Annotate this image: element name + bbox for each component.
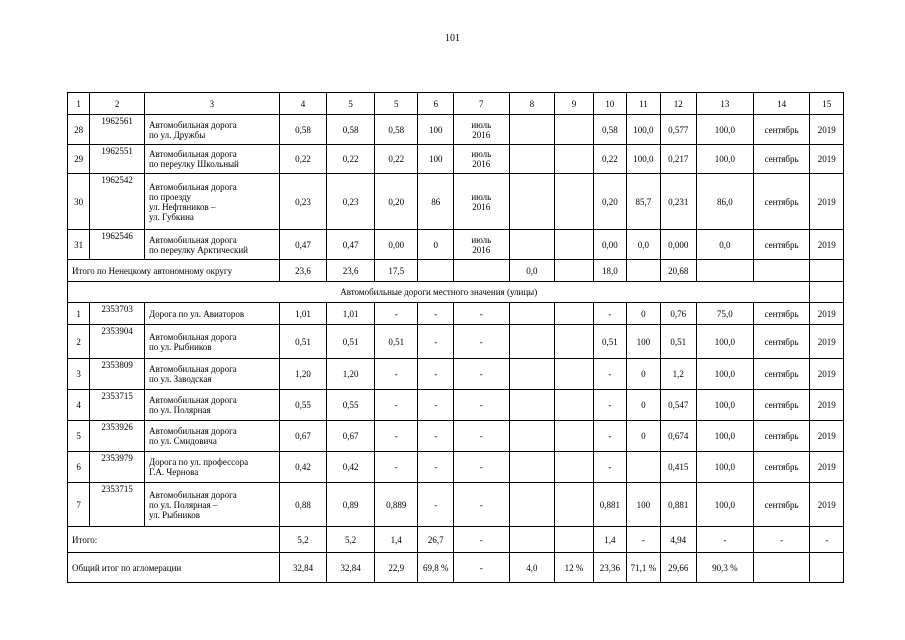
table-cell: - xyxy=(453,483,509,527)
table-cell xyxy=(555,390,593,421)
table-cell: Дорога по ул. профессора Г.А. Чернова xyxy=(144,452,279,483)
table-cell: 0,47 xyxy=(327,230,375,260)
table-cell: 0,22 xyxy=(327,145,375,174)
table-cell: 32,84 xyxy=(327,553,375,583)
table-cell: 100 xyxy=(418,115,453,145)
table-cell xyxy=(509,359,555,390)
table-cell: 20,68 xyxy=(660,260,696,282)
column-header: 14 xyxy=(753,93,810,115)
table-cell: - xyxy=(418,359,453,390)
table-cell: сентябрь xyxy=(753,325,810,359)
table-cell: 2019 xyxy=(810,145,844,174)
table-cell xyxy=(555,174,593,230)
table-cell: 1,4 xyxy=(593,527,626,553)
table-cell: 4,94 xyxy=(660,527,696,553)
table-cell: - xyxy=(418,483,453,527)
table-cell: 100 xyxy=(418,145,453,174)
table-cell: сентябрь xyxy=(753,303,810,325)
total-row xyxy=(68,527,844,553)
table-cell xyxy=(509,452,555,483)
table-cell: 0,51 xyxy=(374,325,418,359)
table-cell: 0,22 xyxy=(374,145,418,174)
table-cell: сентябрь xyxy=(753,483,810,527)
table-cell: 5,2 xyxy=(327,527,375,553)
table-cell: 0,577 xyxy=(660,115,696,145)
table-cell xyxy=(509,421,555,452)
table-cell: 0,42 xyxy=(327,452,375,483)
table-cell: 0,89 xyxy=(327,483,375,527)
table-cell: 2019 xyxy=(810,303,844,325)
table-cell: 0,881 xyxy=(660,483,696,527)
table-cell: - xyxy=(453,421,509,452)
table-cell: - xyxy=(418,325,453,359)
table-cell xyxy=(697,260,754,282)
table-cell: - xyxy=(593,303,626,325)
table-cell: 100,0 xyxy=(697,390,754,421)
table-cell: 0,88 xyxy=(279,483,327,527)
table-cell: 0 xyxy=(418,230,453,260)
table-cell xyxy=(509,303,555,325)
table-cell: 0,51 xyxy=(279,325,327,359)
table-cell: 100,0 xyxy=(697,452,754,483)
table-cell: 1,20 xyxy=(279,359,327,390)
table-cell: 3 xyxy=(68,359,90,390)
table-cell xyxy=(753,260,810,282)
table-cell: сентябрь xyxy=(753,115,810,145)
column-header: 7 xyxy=(453,93,509,115)
table-cell: - xyxy=(374,452,418,483)
table-cell: 100,0 xyxy=(697,115,754,145)
table-cell: 100,0 xyxy=(627,115,660,145)
table-cell: 0 xyxy=(627,390,660,421)
table-cell xyxy=(509,174,555,230)
table-cell: 0,47 xyxy=(279,230,327,260)
table-row xyxy=(68,359,844,390)
table-cell: 0,00 xyxy=(374,230,418,260)
table-cell: Автомобильная дорога по ул. Смидовича xyxy=(144,421,279,452)
table-cell: 86 xyxy=(418,174,453,230)
table-cell: 7 xyxy=(68,483,90,527)
table-cell: 2019 xyxy=(810,390,844,421)
table-cell: 2353979 xyxy=(90,452,145,483)
table-cell: сентябрь xyxy=(753,359,810,390)
table-cell: 100 xyxy=(627,325,660,359)
table-cell: - xyxy=(453,452,509,483)
table-cell: 0,20 xyxy=(374,174,418,230)
table-cell: 30 xyxy=(68,174,90,230)
table-cell: - xyxy=(418,303,453,325)
column-header: 15 xyxy=(810,93,844,115)
table-cell: июль 2016 xyxy=(453,115,509,145)
table-cell: - xyxy=(593,359,626,390)
table-cell xyxy=(555,527,593,553)
table-row xyxy=(68,390,844,421)
table-cell: 100,0 xyxy=(627,145,660,174)
table-row xyxy=(68,145,844,174)
table-cell: 18,0 xyxy=(593,260,626,282)
table-cell: 0,881 xyxy=(593,483,626,527)
table-row xyxy=(68,325,844,359)
table-cell xyxy=(810,260,844,282)
table-cell: 0,674 xyxy=(660,421,696,452)
table-cell: 0,889 xyxy=(374,483,418,527)
table-cell: 12 % xyxy=(555,553,593,583)
table-row xyxy=(68,421,844,452)
table-cell: 0,217 xyxy=(660,145,696,174)
table-cell: сентябрь xyxy=(753,230,810,260)
table-cell: Автомобильная дорога по ул. Рыбников xyxy=(144,325,279,359)
section-title: Автомобильные дороги местного значения (улицы) xyxy=(68,282,810,303)
table-cell: - xyxy=(810,527,844,553)
table-cell: - xyxy=(453,553,509,583)
table-cell: 0,547 xyxy=(660,390,696,421)
table-cell xyxy=(810,553,844,583)
table-cell: 2019 xyxy=(810,421,844,452)
table-cell xyxy=(753,553,810,583)
table-cell: 0,55 xyxy=(279,390,327,421)
table-cell: 2019 xyxy=(810,230,844,260)
road-table xyxy=(67,92,844,583)
table-cell: 0,51 xyxy=(593,325,626,359)
table-cell xyxy=(509,527,555,553)
table-cell: 0 xyxy=(627,303,660,325)
table-cell: - xyxy=(697,527,754,553)
column-header: 9 xyxy=(555,93,593,115)
table-cell xyxy=(555,260,593,282)
table-cell: сентябрь xyxy=(753,390,810,421)
table-cell: 29,66 xyxy=(660,553,696,583)
table-cell xyxy=(555,421,593,452)
table-cell: 0 xyxy=(627,359,660,390)
table-cell: 1,2 xyxy=(660,359,696,390)
table-cell: 1962561 xyxy=(90,115,145,145)
grand-total-row xyxy=(68,553,844,583)
table-cell xyxy=(509,115,555,145)
table-cell xyxy=(810,282,844,303)
column-header: 3 xyxy=(144,93,279,115)
column-header: 6 xyxy=(418,93,453,115)
table-cell: 100,0 xyxy=(697,145,754,174)
table-cell: - xyxy=(453,527,509,553)
table-cell: 86,0 xyxy=(697,174,754,230)
table-cell: 2353715 xyxy=(90,390,145,421)
table-cell: июль 2016 xyxy=(453,174,509,230)
table-cell: Автомобильная дорога по ул. Дружбы xyxy=(144,115,279,145)
table-cell: 2353926 xyxy=(90,421,145,452)
table-cell: 29 xyxy=(68,145,90,174)
table-cell: Автомобильная дорога по переулку Школьный xyxy=(144,145,279,174)
table-cell: - xyxy=(453,303,509,325)
table-cell: 0,76 xyxy=(660,303,696,325)
table-row xyxy=(68,483,844,527)
table-cell: 100,0 xyxy=(697,359,754,390)
table-cell: Автомобильная дорога по ул. Заводская xyxy=(144,359,279,390)
table-cell: Итого: xyxy=(68,527,280,553)
table-cell: 90,3 % xyxy=(697,553,754,583)
table-cell: 2353904 xyxy=(90,325,145,359)
column-header: 1 xyxy=(68,93,90,115)
table-cell: 22,9 xyxy=(374,553,418,583)
table-cell: 0,0 xyxy=(627,230,660,260)
table-cell: июль 2016 xyxy=(453,230,509,260)
table-cell: сентябрь xyxy=(753,145,810,174)
table-cell: 1,01 xyxy=(327,303,375,325)
table-cell: - xyxy=(453,325,509,359)
table-cell: 0,231 xyxy=(660,174,696,230)
table-cell: 2 xyxy=(68,325,90,359)
table-cell: 100,0 xyxy=(697,483,754,527)
table-cell xyxy=(555,303,593,325)
table-cell: 0,415 xyxy=(660,452,696,483)
table-cell: - xyxy=(374,390,418,421)
table-cell: 0,58 xyxy=(593,115,626,145)
table-cell: 4,0 xyxy=(509,553,555,583)
table-cell: 0 xyxy=(627,421,660,452)
table-cell xyxy=(627,260,660,282)
table-cell: 0,20 xyxy=(593,174,626,230)
section-header-row xyxy=(68,282,844,303)
table-cell: 0,22 xyxy=(279,145,327,174)
table-cell xyxy=(555,230,593,260)
table-cell: - xyxy=(453,390,509,421)
table-cell: - xyxy=(453,359,509,390)
table-cell: Автомобильная дорога по переулку Арктический xyxy=(144,230,279,260)
table-cell: 23,6 xyxy=(327,260,375,282)
table-row xyxy=(68,115,844,145)
table-cell: - xyxy=(418,390,453,421)
table-cell: 23,36 xyxy=(593,553,626,583)
table-cell: 6 xyxy=(68,452,90,483)
table-cell xyxy=(509,325,555,359)
table-cell: Автомобильная дорога по проезду ул. Нефтяников – ул. Губкина xyxy=(144,174,279,230)
table-cell: - xyxy=(418,421,453,452)
table-cell xyxy=(627,452,660,483)
table-cell xyxy=(555,145,593,174)
table-cell: сентябрь xyxy=(753,452,810,483)
table-cell: 2019 xyxy=(810,325,844,359)
table-cell: Автомобильная дорога по ул. Полярная – ул. Рыбников xyxy=(144,483,279,527)
table-cell: 0,23 xyxy=(327,174,375,230)
table-cell: 32,84 xyxy=(279,553,327,583)
table-cell: 0,58 xyxy=(279,115,327,145)
table-row xyxy=(68,303,844,325)
table-cell: 75,0 xyxy=(697,303,754,325)
table-cell: сентябрь xyxy=(753,174,810,230)
table-cell: 2019 xyxy=(810,452,844,483)
column-header: 4 xyxy=(279,93,327,115)
table-cell: 1 xyxy=(68,303,90,325)
table-cell: - xyxy=(593,452,626,483)
table-cell: 100 xyxy=(627,483,660,527)
subtotal-row xyxy=(68,260,844,282)
column-header: 5 xyxy=(327,93,375,115)
table-cell: 17,5 xyxy=(374,260,418,282)
table-cell xyxy=(555,115,593,145)
table-cell: 0,58 xyxy=(374,115,418,145)
table-cell: 0,0 xyxy=(697,230,754,260)
column-header: 10 xyxy=(593,93,626,115)
table-cell: 0,000 xyxy=(660,230,696,260)
column-header: 11 xyxy=(627,93,660,115)
table-cell: 0,51 xyxy=(327,325,375,359)
table-cell: 71,1 % xyxy=(627,553,660,583)
table-cell: Общий итог по агломерации xyxy=(68,553,280,583)
table-cell: 0,22 xyxy=(593,145,626,174)
table-cell: - xyxy=(593,421,626,452)
table-cell: 1962551 xyxy=(90,145,145,174)
table-cell: - xyxy=(593,390,626,421)
table-cell xyxy=(555,325,593,359)
column-header: 13 xyxy=(697,93,754,115)
table-cell: - xyxy=(374,303,418,325)
table-cell xyxy=(509,483,555,527)
table-cell: 2019 xyxy=(810,115,844,145)
table-cell: - xyxy=(627,527,660,553)
table-cell xyxy=(418,260,453,282)
table-cell xyxy=(509,390,555,421)
table-cell: 4 xyxy=(68,390,90,421)
table-cell: 0,67 xyxy=(327,421,375,452)
table-row xyxy=(68,452,844,483)
table-cell: 0,51 xyxy=(660,325,696,359)
column-header: 2 xyxy=(90,93,145,115)
table-cell: 100,0 xyxy=(697,421,754,452)
table-cell: 2019 xyxy=(810,483,844,527)
table-body xyxy=(68,93,844,583)
column-header: 8 xyxy=(509,93,555,115)
table-row xyxy=(68,230,844,260)
table-cell: 69,8 % xyxy=(418,553,453,583)
table-cell: 28 xyxy=(68,115,90,145)
table-cell: 2353715 xyxy=(90,483,145,527)
table-cell: 23,6 xyxy=(279,260,327,282)
table-cell xyxy=(509,230,555,260)
table-cell: 31 xyxy=(68,230,90,260)
table-cell: 1962542 xyxy=(90,174,145,230)
table-cell: 0,00 xyxy=(593,230,626,260)
column-header: 12 xyxy=(660,93,696,115)
table-cell: сентябрь xyxy=(753,421,810,452)
table-cell: 1,4 xyxy=(374,527,418,553)
table-cell: 26,7 xyxy=(418,527,453,553)
table-cell: 1962546 xyxy=(90,230,145,260)
table-cell: 2353809 xyxy=(90,359,145,390)
table-cell xyxy=(509,145,555,174)
table-cell xyxy=(555,452,593,483)
table-cell xyxy=(453,260,509,282)
table-cell: 0,0 xyxy=(509,260,555,282)
table-row xyxy=(68,174,844,230)
header-row xyxy=(68,93,844,115)
table-cell: 2019 xyxy=(810,359,844,390)
table-cell xyxy=(555,359,593,390)
table-cell: - xyxy=(753,527,810,553)
table-cell: 1,20 xyxy=(327,359,375,390)
table-cell: 2019 xyxy=(810,174,844,230)
table-cell xyxy=(555,483,593,527)
table-cell: Автомобильная дорога по ул. Полярная xyxy=(144,390,279,421)
page-number: 101 xyxy=(445,33,460,44)
table-cell: Дорога по ул. Авиаторов xyxy=(144,303,279,325)
table-cell: 100,0 xyxy=(697,325,754,359)
table-cell: - xyxy=(418,452,453,483)
column-header: 5 xyxy=(374,93,418,115)
table-cell: 0,23 xyxy=(279,174,327,230)
table-cell: 2353703 xyxy=(90,303,145,325)
table-cell: - xyxy=(374,359,418,390)
table-cell: июль 2016 xyxy=(453,145,509,174)
table-cell: 5 xyxy=(68,421,90,452)
table-cell: - xyxy=(374,421,418,452)
table-cell: 0,55 xyxy=(327,390,375,421)
table-cell: 0,67 xyxy=(279,421,327,452)
table-cell: 1,01 xyxy=(279,303,327,325)
table-cell: 0,42 xyxy=(279,452,327,483)
table-cell: 5,2 xyxy=(279,527,327,553)
table-cell: 0,58 xyxy=(327,115,375,145)
table-cell: Итого по Ненецкому автономному округу xyxy=(68,260,280,282)
table-cell: 85,7 xyxy=(627,174,660,230)
